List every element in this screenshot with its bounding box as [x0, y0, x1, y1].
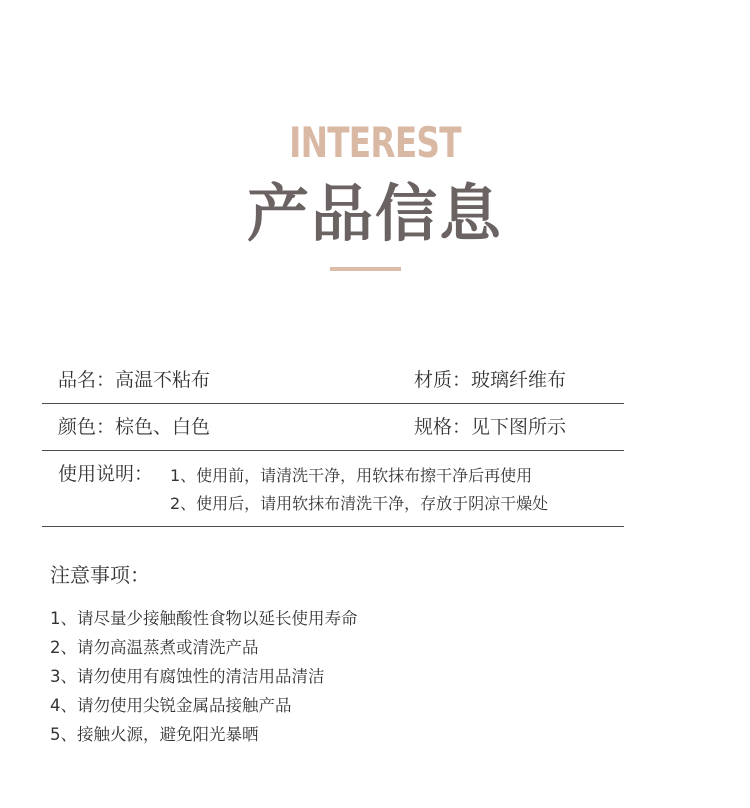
info-row-usage	[42, 451, 624, 527]
usage-label: 使用说明：	[58, 463, 154, 485]
usage-step: 2、使用后，请用软抹布清洗干净，存放于阴凉干燥处	[170, 494, 549, 513]
notes-title: 注意事项：	[50, 563, 150, 587]
product-material: 材质：玻璃纤维布	[414, 369, 567, 391]
list-item: 1、请尽量少接触酸性食物以延长使用寿命	[50, 609, 358, 628]
list-item: 2、请勿高温蒸煮或清洗产品	[50, 638, 259, 657]
section-title-english: INTEREST	[289, 118, 461, 167]
product-spec: 规格：见下图所示	[414, 416, 567, 438]
section-title-chinese: 产品信息	[246, 177, 503, 250]
notes-list	[50, 604, 358, 749]
list-item: 3、请勿使用有腐蚀性的清洁用品清洁	[50, 667, 325, 686]
product-info-table	[42, 357, 624, 527]
usage-step: 1、使用前，请清洗干净，用软抹布擦干净后再使用	[170, 466, 533, 485]
list-item: 4、请勿使用尖锐金属品接触产品	[50, 696, 292, 715]
list-item: 5、接触火源，避免阳光暴晒	[50, 725, 259, 744]
title-underline	[330, 267, 401, 271]
info-row-name-material	[42, 357, 624, 404]
info-row-color-spec	[42, 404, 624, 451]
product-name: 品名：高温不粘布	[58, 369, 211, 391]
product-color: 颜色：棕色、白色	[58, 416, 211, 438]
